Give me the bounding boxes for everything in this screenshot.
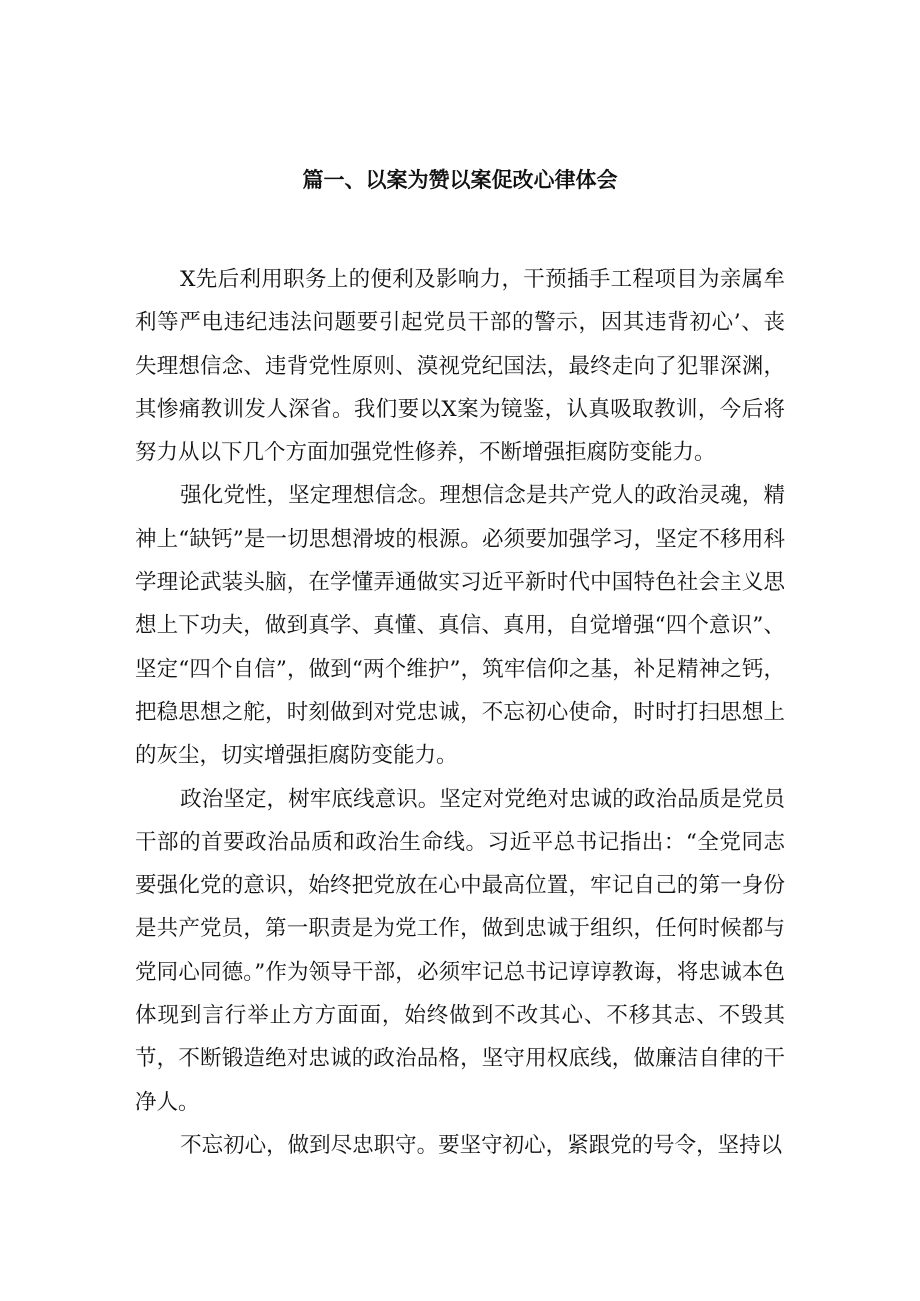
paragraph-intro: X先后利用职务上的便利及影响力，干预插手工程项目为亲属牟利等严电违纪违法问题要引起党员干部的警示，因其违背初心’、丧失理想信念、违背党性原则、漠视党纪国法，最终走向了犯罪深渊，其惨痛教训发人深省。我们要以X案为镜鉴，认真吸取教训，今后将努力从以下几个方面加强党性修养，不断增强拒腐防变能力。 <box>135 267 785 466</box>
document-title: 篇一、以案为赞以案促改心律体会 <box>302 168 618 192</box>
paragraph-political-firmness: 政治坚定，树牢底线意识。坚定对党绝对忠诚的政治品质是党员干部的首要政治品质和政治生命线。习近平总书记指出：“全党同志要强化党的意识，始终把党放在心中最高位置，牢记自己的第一身份是共产党员，第一职责是为党工作，做到忠诚于组织，任何时候都与党同心同德。”作为领导干部，必须牢记总书记谆谆教诲，将忠诚本色体现到言行举止方方面面，始终做到不改其心、不移其志、不毁其节，不断锻造绝对忠诚的政治品格，坚守用权底线，做廉洁自律的干净人。 <box>135 786 785 1115</box>
paragraph-original-aspiration: 不忘初心，做到尽忠职守。要坚守初心，紧跟党的号令，坚持以 <box>180 1132 783 1158</box>
paragraph-party-spirit: 强化党性，坚定理想信念。理想信念是共产党人的政治灵魂，精神上“缺钙”是一切思想滑坡的根源。必须要加强学习，坚定不移用科学理论武装头脑，在学懂弄通做实习近平新时代中国特色社会主义思想上下功夫，做到真学、真懂、真信、真用，自觉增强“四个意识”、坚定“四个自信”，做到“两个维护”，筑牢信仰之基，补足精神之钙，把稳思想之舵，时刻做到对党忠诚，不忘初心使命，时时打扫思想上的灰尘，切实增强拒腐防变能力。 <box>135 483 785 769</box>
document-body <box>135 258 785 1167</box>
